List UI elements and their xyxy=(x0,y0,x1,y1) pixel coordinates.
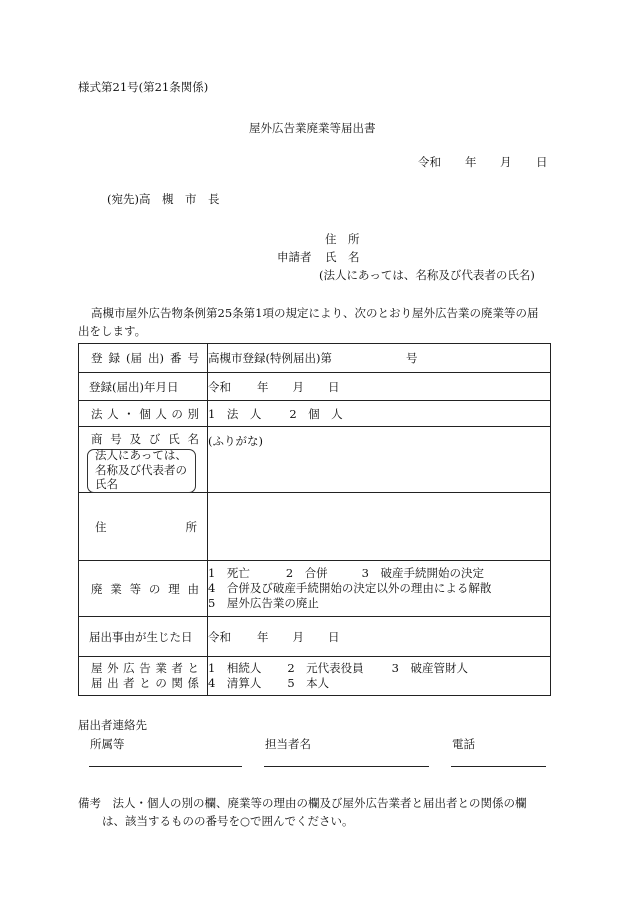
label-char: 個 xyxy=(139,406,151,421)
occurrence-date-label xyxy=(79,617,208,657)
relation-option-heir[interactable]: 1 相続人 xyxy=(208,661,262,675)
reg-date-month: 月 xyxy=(292,379,304,394)
reason-line-1 xyxy=(208,566,550,581)
intro-line-1: 高槻市屋外広告物条例第25条第1項の規定により、次のとおり屋外広告業の廃業等の届 xyxy=(91,306,539,320)
contact-phone-field[interactable] xyxy=(451,766,546,767)
form-number: 様式第21号(第21条関係) xyxy=(78,80,209,94)
label-char: 商 xyxy=(91,432,103,446)
label-char: 届 xyxy=(91,676,103,690)
entity-option-individual[interactable]: 2 個 人 xyxy=(289,406,343,421)
label-char: 告 xyxy=(139,661,151,675)
reason-options[interactable] xyxy=(208,561,551,617)
label-char: (届 xyxy=(126,351,142,365)
label-char: 登 xyxy=(91,351,103,365)
date-month: 月 xyxy=(500,155,512,169)
row-registration-date xyxy=(79,373,551,401)
row-trade-name xyxy=(79,427,551,493)
label-char: 関 xyxy=(171,676,183,690)
reason-option-discontinuation[interactable]: 5 屋外広告業の廃止 xyxy=(208,596,319,610)
note-line: 氏名 xyxy=(95,477,118,491)
label-char: と xyxy=(187,661,199,675)
label-char: 録 xyxy=(108,351,120,365)
trade-name-value[interactable] xyxy=(208,427,551,493)
label-char: 号 xyxy=(110,432,122,446)
trade-name-note xyxy=(95,448,187,492)
relationship-label xyxy=(79,657,208,696)
reason-option-dissolution[interactable]: 4 合併及び破産手続開始の決定以外の理由による解散 xyxy=(208,581,492,595)
label-char: 者 xyxy=(171,661,183,675)
registration-date-label xyxy=(79,373,208,401)
note-line: 法人にあっては、 xyxy=(95,448,187,462)
occ-date-year: 年 xyxy=(257,629,269,644)
document-title: 屋外広告業廃業等届出書 xyxy=(249,121,376,135)
reg-date-year: 年 xyxy=(257,379,269,394)
remarks-line-1: 備考 法人・個人の別の欄、廃業等の理由の欄及び屋外広告業者と届出者との関係の欄 xyxy=(78,796,527,810)
label-char: 号 xyxy=(187,351,199,365)
label-char: と xyxy=(139,676,151,690)
label-char: ・ xyxy=(123,406,135,421)
contact-phone-label: 電話 xyxy=(452,737,475,751)
relation-option-liquidator[interactable]: 4 清算人 xyxy=(208,676,262,690)
row-entity-type xyxy=(79,401,551,427)
label-char: の xyxy=(148,581,161,596)
contact-heading: 届出者連絡先 xyxy=(78,718,147,732)
label-char: 別 xyxy=(187,406,199,421)
reason-option-merger[interactable]: 2 合併 xyxy=(285,566,328,580)
registration-suffix: 号 xyxy=(405,351,418,365)
label-char: 出 xyxy=(107,676,119,690)
address-field-value[interactable] xyxy=(208,493,551,561)
reason-option-bankruptcy[interactable]: 3 破産手続開始の決定 xyxy=(361,566,484,580)
relation-option-former-officer[interactable]: 2 元代表役員 xyxy=(287,661,364,675)
row-address xyxy=(79,493,551,561)
reason-option-death[interactable]: 1 死亡 xyxy=(208,566,250,580)
label-char: 外 xyxy=(107,661,119,675)
occ-date-day: 日 xyxy=(328,629,340,644)
relation-option-self[interactable]: 5 本人 xyxy=(287,676,330,690)
reason-label xyxy=(79,561,208,617)
label-char: 廃 xyxy=(91,581,103,596)
registration-number-value[interactable] xyxy=(208,344,551,373)
registration-date-label-text: 登録(届出)年月日 xyxy=(89,379,179,394)
label-char: 等 xyxy=(129,581,142,596)
occ-date-month: 月 xyxy=(292,629,304,644)
relationship-line-2 xyxy=(208,676,550,691)
applicant-label: 申請者 xyxy=(277,250,312,264)
label-char: 屋 xyxy=(91,661,103,675)
entity-type-label xyxy=(79,401,208,427)
label-char: 広 xyxy=(123,661,135,675)
reg-date-day: 日 xyxy=(328,379,340,394)
address-field-label xyxy=(79,493,208,561)
addressee: (宛先)高 槻 市 長 xyxy=(107,192,220,206)
label-char: び xyxy=(148,432,161,446)
trade-name-label xyxy=(79,427,208,493)
date-day: 日 xyxy=(536,155,548,169)
label-char: 法 xyxy=(91,406,103,421)
label-char: 係 xyxy=(187,676,199,690)
row-occurrence-date xyxy=(79,617,551,657)
row-reason xyxy=(79,561,551,617)
label-char: 業 xyxy=(155,661,167,675)
label-char: の xyxy=(171,406,183,421)
occurrence-date-value[interactable] xyxy=(208,617,551,657)
label-char: 住 xyxy=(95,519,107,534)
label-char: 業 xyxy=(110,581,122,596)
row-relationship xyxy=(79,657,551,696)
name-label: 氏 名 xyxy=(325,250,360,264)
entity-type-options[interactable] xyxy=(208,401,551,427)
remarks-line-2: は、該当するものの番号を○で囲んでください。 xyxy=(102,814,354,828)
label-char: 由 xyxy=(187,581,199,596)
label-char: 及 xyxy=(129,432,142,446)
entity-option-corporation[interactable]: 1 法 人 xyxy=(208,406,262,421)
registration-prefix: 高槻市登録(特例届出)第 xyxy=(208,351,332,365)
notification-form-table xyxy=(78,343,551,696)
label-char: 氏 xyxy=(168,432,180,446)
contact-dept-label: 所属等 xyxy=(90,737,125,751)
relationship-line-1 xyxy=(208,661,550,676)
applicant-note: (法人にあっては、名称及び代表者の氏名) xyxy=(319,268,535,282)
label-char: 人 xyxy=(107,406,119,421)
label-char: 人 xyxy=(155,406,167,421)
row-registration-number xyxy=(79,344,551,373)
contact-person-label: 担当者名 xyxy=(265,737,311,751)
label-char: 名 xyxy=(187,432,199,446)
contact-dept-field[interactable] xyxy=(89,766,242,767)
note-line: 名称及び代表者の xyxy=(95,462,187,477)
label-char: 所 xyxy=(185,519,197,534)
registration-number-label xyxy=(79,344,208,373)
reg-date-era: 令和 xyxy=(208,379,231,394)
contact-person-field[interactable] xyxy=(264,766,429,767)
occ-date-era: 令和 xyxy=(208,629,231,644)
relation-option-trustee[interactable]: 3 破産管財人 xyxy=(391,661,468,675)
label-char: 出) xyxy=(148,351,164,365)
label-char: 者 xyxy=(123,676,135,690)
date-era: 令和 xyxy=(418,155,441,169)
label-char: の xyxy=(155,676,167,690)
occurrence-date-label-text: 届出事由が生じた日 xyxy=(89,629,193,644)
date-year: 年 xyxy=(465,155,477,169)
registration-date-value[interactable] xyxy=(208,373,551,401)
intro-line-2: 出をします。 xyxy=(78,324,147,338)
address-label: 住 所 xyxy=(325,232,360,246)
label-char: 番 xyxy=(170,351,182,365)
label-char: 理 xyxy=(168,581,180,596)
relationship-options[interactable] xyxy=(208,657,551,696)
furigana-label: (ふりがな) xyxy=(208,434,263,448)
